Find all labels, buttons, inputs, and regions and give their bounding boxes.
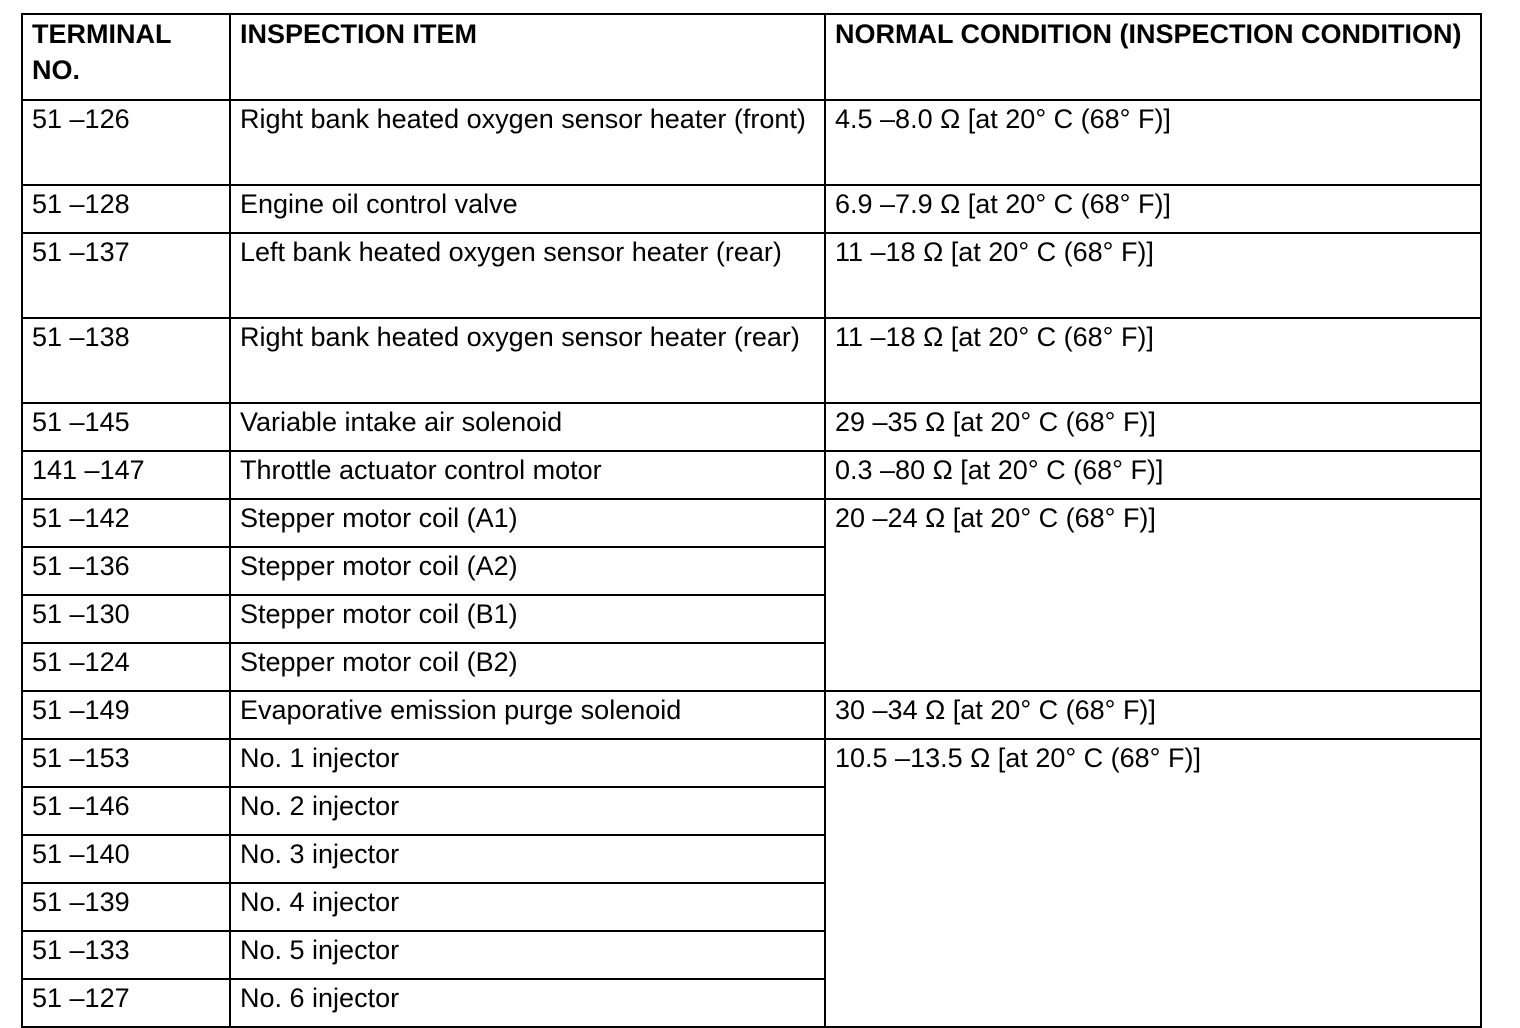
item-cell: No. 2 injector: [230, 787, 825, 835]
terminal-cell: 51 –124: [22, 643, 230, 691]
condition-cell: 30 –34 Ω [at 20° C (68° F)]: [825, 691, 1481, 739]
condition-cell: 11 –18 Ω [at 20° C (68° F)]: [825, 318, 1481, 403]
item-cell: No. 4 injector: [230, 883, 825, 931]
terminal-cell: 51 –146: [22, 787, 230, 835]
item-cell: Engine oil control valve: [230, 185, 825, 233]
table-row: [22, 100, 1481, 185]
terminal-cell: 51 –153: [22, 739, 230, 787]
terminal-cell: 51 –149: [22, 691, 230, 739]
terminal-cell: 51 –133: [22, 931, 230, 979]
item-cell: Right bank heated oxygen sensor heater (rear): [230, 318, 825, 403]
terminal-cell: 51 –142: [22, 499, 230, 547]
header-row: [22, 14, 1481, 100]
table-row: [22, 739, 1481, 787]
condition-cell: 20 –24 Ω [at 20° C (68° F)]: [825, 499, 1481, 691]
header-item: INSPECTION ITEM: [230, 14, 825, 100]
item-cell: Stepper motor coil (A1): [230, 499, 825, 547]
item-cell: Stepper motor coil (B1): [230, 595, 825, 643]
item-cell: Left bank heated oxygen sensor heater (rear): [230, 233, 825, 318]
item-cell: Variable intake air solenoid: [230, 403, 825, 451]
terminal-cell: 51 –136: [22, 547, 230, 595]
condition-cell: 11 –18 Ω [at 20° C (68° F)]: [825, 233, 1481, 318]
condition-cell: 10.5 –13.5 Ω [at 20° C (68° F)]: [825, 739, 1481, 1027]
table-row: [22, 451, 1481, 499]
table-row: [22, 233, 1481, 318]
table-row: [22, 403, 1481, 451]
item-cell: Stepper motor coil (B2): [230, 643, 825, 691]
terminal-cell: 51 –130: [22, 595, 230, 643]
terminal-cell: 51 –139: [22, 883, 230, 931]
table-row: [22, 185, 1481, 233]
item-cell: No. 3 injector: [230, 835, 825, 883]
condition-cell: 4.5 –8.0 Ω [at 20° C (68° F)]: [825, 100, 1481, 185]
item-cell: Evaporative emission purge solenoid: [230, 691, 825, 739]
inspection-table: [21, 13, 1482, 1028]
terminal-cell: 51 –145: [22, 403, 230, 451]
terminal-cell: 51 –127: [22, 979, 230, 1027]
condition-cell: 0.3 –80 Ω [at 20° C (68° F)]: [825, 451, 1481, 499]
header-condition: NORMAL CONDITION (INSPECTION CONDITION): [825, 14, 1481, 100]
terminal-cell: 51 –128: [22, 185, 230, 233]
item-cell: No. 6 injector: [230, 979, 825, 1027]
item-cell: No. 1 injector: [230, 739, 825, 787]
item-cell: No. 5 injector: [230, 931, 825, 979]
table-row: [22, 318, 1481, 403]
terminal-cell: 141 –147: [22, 451, 230, 499]
header-terminal: TERMINAL NO.: [22, 14, 230, 100]
condition-cell: 29 –35 Ω [at 20° C (68° F)]: [825, 403, 1481, 451]
terminal-cell: 51 –140: [22, 835, 230, 883]
item-cell: Stepper motor coil (A2): [230, 547, 825, 595]
condition-cell: 6.9 –7.9 Ω [at 20° C (68° F)]: [825, 185, 1481, 233]
terminal-cell: 51 –138: [22, 318, 230, 403]
item-cell: Right bank heated oxygen sensor heater (front): [230, 100, 825, 185]
terminal-cell: 51 –126: [22, 100, 230, 185]
table-row: [22, 691, 1481, 739]
terminal-cell: 51 –137: [22, 233, 230, 318]
item-cell: Throttle actuator control motor: [230, 451, 825, 499]
table-row: [22, 499, 1481, 547]
